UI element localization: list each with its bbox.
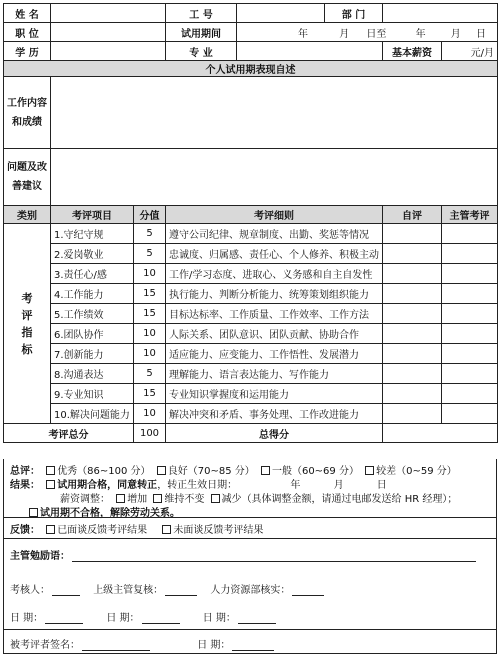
effective-date-label: 转正生效日期： xyxy=(167,480,238,491)
eval-item: 5.工作绩效 xyxy=(51,304,134,324)
date-field-1[interactable] xyxy=(45,612,83,624)
row-work-content xyxy=(4,77,498,149)
education-label: 学 历 xyxy=(4,42,51,61)
eval-detail: 适应能力、应变能力、工作悟性、发展潜力 xyxy=(166,344,383,364)
name-field[interactable] xyxy=(51,4,166,23)
score-label: 总得分 xyxy=(166,424,383,443)
employee-sign-label: 被考评者签名： xyxy=(10,640,80,651)
total-label: 考评总分 xyxy=(4,424,134,443)
dept-field[interactable] xyxy=(383,4,498,23)
sign-date-field[interactable] xyxy=(232,639,274,651)
position-field[interactable] xyxy=(51,23,166,42)
self-score-field[interactable] xyxy=(383,304,442,324)
eval-detail: 理解能力、语言表达能力、写作能力 xyxy=(166,364,383,384)
issues-label: 问题及改善建议 xyxy=(4,149,51,206)
supervisor-label: 上级主管复核： xyxy=(93,585,164,596)
col-category: 类别 xyxy=(4,206,51,224)
empid-field[interactable] xyxy=(237,4,325,23)
adj-keep: 维持不变 xyxy=(164,494,205,505)
self-score-field[interactable] xyxy=(383,364,442,384)
employee-sign-field[interactable] xyxy=(82,639,150,651)
rating-checkbox[interactable] xyxy=(261,466,270,475)
rating-good: 良好（70~85 分） xyxy=(167,466,255,477)
eval-score: 5 xyxy=(134,244,166,264)
date-line xyxy=(10,609,278,624)
supervisor-score-field[interactable] xyxy=(442,384,498,404)
position-label: 职 位 xyxy=(4,23,51,42)
row-issues xyxy=(4,149,498,206)
row-self-review-title xyxy=(4,61,498,77)
eval-item: 9.专业知识 xyxy=(51,384,134,404)
eval-item: 3.责任心/感 xyxy=(51,264,134,284)
self-score-field[interactable] xyxy=(383,264,442,284)
fail-text: 试用期不合格，解除劳动关系。 xyxy=(40,508,180,519)
self-score-field[interactable] xyxy=(383,244,442,264)
rating-line: 总评： 优秀（86~100 分） 良好（70~85 分） 一般（60~69 分） 较差（0~59 分） xyxy=(10,466,457,477)
self-review-title: 个人试用期表现自述 xyxy=(4,61,498,77)
hr-field[interactable] xyxy=(292,584,324,596)
rating-checkbox[interactable] xyxy=(365,466,374,475)
reviewer-label: 考核人： xyxy=(10,585,50,596)
supervisor-score-field[interactable] xyxy=(442,324,498,344)
row-name xyxy=(4,4,498,23)
eval-detail: 专业知识掌握度和运用能力 xyxy=(166,384,383,404)
hr-label: 人力资源部核实： xyxy=(210,585,291,596)
year-text-2: 年 xyxy=(415,28,426,40)
sign-date-label: 日 期： xyxy=(197,640,231,651)
divider xyxy=(4,538,496,539)
supervisor-score-field[interactable] xyxy=(442,364,498,384)
eval-score: 10 xyxy=(134,404,166,424)
keep-checkbox[interactable] xyxy=(153,494,162,503)
row-education xyxy=(4,42,498,61)
date-field-2[interactable] xyxy=(142,612,180,624)
eval-item: 1.守纪守规 xyxy=(51,224,134,244)
eval-score: 10 xyxy=(134,264,166,284)
eval-score: 15 xyxy=(134,304,166,324)
result-line: 结果： 试用期合格，同意转正，转正生效日期： 年 月 日 xyxy=(10,480,387,491)
date-label-1: 日 期： xyxy=(10,613,44,624)
eval-item: 10.解决问题能力 xyxy=(51,404,134,424)
eval-row xyxy=(4,324,498,344)
eval-score: 15 xyxy=(134,284,166,304)
col-self: 自评 xyxy=(383,206,442,224)
col-item: 考评项目 xyxy=(51,206,134,224)
total-value: 100 xyxy=(134,424,166,443)
name-label: 姓 名 xyxy=(4,4,51,23)
salary-adjust-line xyxy=(60,490,457,505)
divider xyxy=(4,629,496,630)
to-text: 日至 xyxy=(366,28,387,40)
eval-detail: 遵守公司纪律、规章制度、出勤、奖惩等情况 xyxy=(166,224,383,244)
probation-period-field[interactable] xyxy=(237,23,498,42)
adj-decrease: 减少 xyxy=(221,494,242,505)
supervisor-field[interactable] xyxy=(165,584,197,596)
pass-checkbox[interactable] xyxy=(46,480,55,489)
work-content-field[interactable] xyxy=(51,77,498,149)
col-supervisor: 主管考评 xyxy=(442,206,498,224)
eval-row xyxy=(4,224,498,244)
eval-item: 2.爱岗敬业 xyxy=(51,244,134,264)
eval-row xyxy=(4,264,498,284)
comment-label: 主管勉励语： xyxy=(10,551,70,562)
eval-item: 8.沟通表达 xyxy=(51,364,134,384)
eval-row xyxy=(4,364,498,384)
rating-checkbox[interactable] xyxy=(157,466,166,475)
rating-average: 一般（60~69 分） xyxy=(271,466,359,477)
rating-excellent: 优秀（86~100 分） xyxy=(57,466,151,477)
category-cell xyxy=(4,224,51,424)
supervisor-score-field[interactable] xyxy=(442,404,498,424)
rating-checkbox[interactable] xyxy=(46,466,55,475)
month-text: 月 xyxy=(339,28,350,40)
increase-checkbox[interactable] xyxy=(116,494,125,503)
eval-score: 15 xyxy=(134,384,166,404)
date-label-3: 日 期： xyxy=(202,613,236,624)
adj-increase: 增加 xyxy=(127,494,148,505)
eval-score: 10 xyxy=(134,324,166,344)
education-field[interactable] xyxy=(51,42,166,61)
adj-note: （具体调整金额，请通过电邮发送给 HR 经理）； xyxy=(241,494,458,505)
reviewer-field[interactable] xyxy=(52,584,80,596)
eval-item: 7.创新能力 xyxy=(51,344,134,364)
year-text: 年 xyxy=(298,28,308,40)
total-score-field[interactable] xyxy=(383,424,498,443)
eval-row xyxy=(4,304,498,324)
self-score-field[interactable] xyxy=(383,284,442,304)
reviewer-line xyxy=(10,581,326,596)
eff-year: 年 xyxy=(290,480,301,491)
col-score: 分值 xyxy=(134,206,166,224)
major-label: 专 业 xyxy=(166,42,237,61)
date-label-2: 日 期： xyxy=(106,613,140,624)
probation-label: 试用期间 xyxy=(166,23,237,42)
eval-item: 6.团队协作 xyxy=(51,324,134,344)
eval-rows xyxy=(4,224,498,424)
self-score-field[interactable] xyxy=(383,344,442,364)
total-row xyxy=(4,424,498,443)
day-text: 日 xyxy=(475,28,486,40)
month-text-2: 月 xyxy=(450,28,461,40)
eff-day: 日 xyxy=(376,480,387,491)
employee-sign-line xyxy=(10,636,276,651)
self-score-field[interactable] xyxy=(383,224,442,244)
major-field[interactable] xyxy=(237,42,383,61)
eval-score: 10 xyxy=(134,344,166,364)
supervisor-score-field[interactable] xyxy=(442,244,498,264)
eval-detail: 解决冲突和矛盾、事务处理、工作改进能力 xyxy=(166,404,383,424)
evaluation-form-table xyxy=(3,3,498,443)
eff-month: 月 xyxy=(333,480,344,491)
eval-detail: 忠诚度、归属感、责任心、个人修养、积极主动 xyxy=(166,244,383,264)
eval-score: 5 xyxy=(134,224,166,244)
eval-row xyxy=(4,344,498,364)
feedback-not-done: 未面谈反馈考评结果 xyxy=(173,525,264,536)
col-detail: 考评细则 xyxy=(166,206,383,224)
eval-row xyxy=(4,244,498,264)
work-content-label: 工作内容和成绩 xyxy=(4,77,51,149)
eval-detail: 人际关系、团队意识、团队贡献、协助合作 xyxy=(166,324,383,344)
supervisor-score-field[interactable] xyxy=(442,284,498,304)
dept-label: 部 门 xyxy=(325,4,383,23)
pass-text: 试用期合格，同意转正 xyxy=(57,480,158,491)
self-score-field[interactable] xyxy=(383,384,442,404)
row-position xyxy=(4,23,498,42)
salary-adjust-label: 薪资调整： xyxy=(60,494,110,505)
result-label: 结果 xyxy=(10,480,30,491)
supervisor-score-field[interactable] xyxy=(442,264,498,284)
comment-line xyxy=(10,547,478,562)
fail-checkbox[interactable] xyxy=(29,508,38,517)
supervisor-score-field[interactable] xyxy=(442,224,498,244)
eval-score: 5 xyxy=(134,364,166,384)
eval-row xyxy=(4,384,498,404)
eval-item: 4.工作能力 xyxy=(51,284,134,304)
eval-row xyxy=(4,404,498,424)
feedback-no-checkbox[interactable] xyxy=(162,525,171,534)
feedback-label: 反馈 xyxy=(10,525,30,536)
supervisor-score-field[interactable] xyxy=(442,304,498,324)
decrease-checkbox[interactable] xyxy=(211,494,220,503)
rating-poor: 较差（0~59 分） xyxy=(376,466,457,477)
eval-detail: 工作/学习态度、进取心、义务感和自主自发性 xyxy=(166,264,383,284)
eval-detail: 目标达标率、工作质量、工作效率、工作方法 xyxy=(166,304,383,324)
comment-field[interactable] xyxy=(72,550,476,562)
salary-field[interactable] xyxy=(442,42,498,61)
feedback-yes-checkbox[interactable] xyxy=(46,525,55,534)
salary-unit: 元/月 xyxy=(470,47,494,59)
rating-label: 总评 xyxy=(10,466,30,477)
empid-label: 工 号 xyxy=(166,4,237,23)
category-label: 考评指标 xyxy=(21,291,33,356)
conclusion-section xyxy=(3,459,497,654)
self-score-field[interactable] xyxy=(383,404,442,424)
eval-row xyxy=(4,284,498,304)
date-field-3[interactable] xyxy=(238,612,276,624)
salary-label: 基本薪资 xyxy=(383,42,442,61)
feedback-done: 已面谈反馈考评结果 xyxy=(57,525,148,536)
eval-header-row xyxy=(4,206,498,224)
supervisor-score-field[interactable] xyxy=(442,344,498,364)
feedback-line: 反馈： 已面谈反馈考评结果 未面谈反馈考评结果 xyxy=(10,525,264,536)
eval-detail: 执行能力、判断分析能力、统筹策划组织能力 xyxy=(166,284,383,304)
self-score-field[interactable] xyxy=(383,324,442,344)
divider xyxy=(4,517,496,518)
issues-field[interactable] xyxy=(51,149,498,206)
